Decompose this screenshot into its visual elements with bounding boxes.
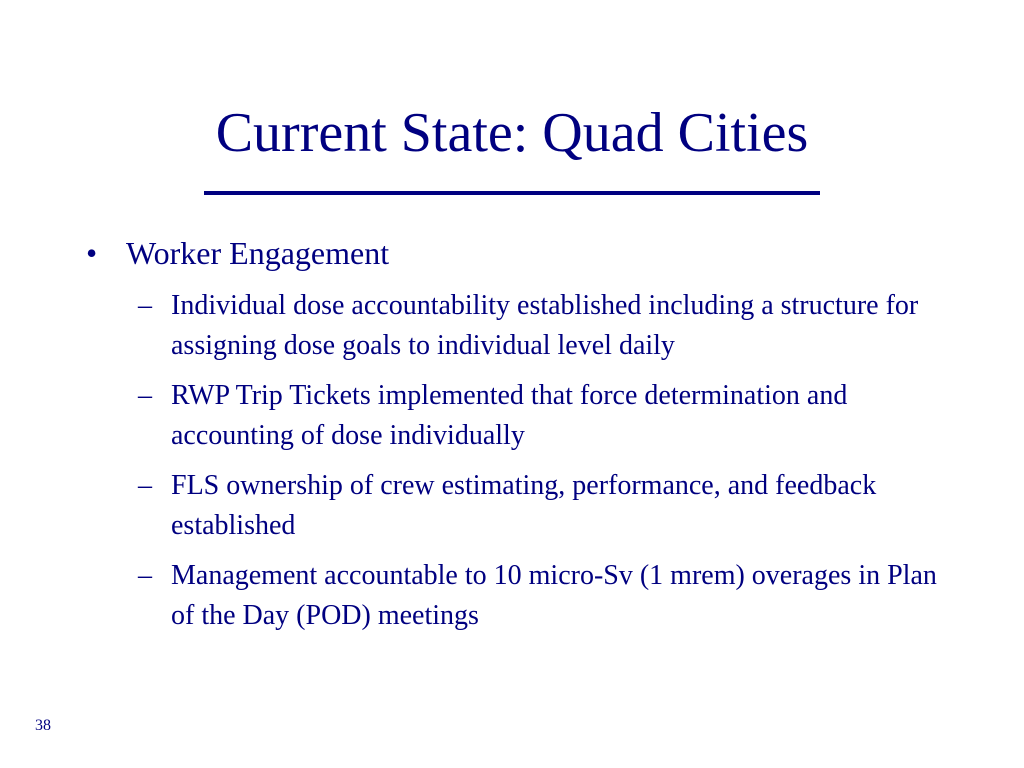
bullet-marker: • — [86, 235, 98, 271]
sub-bullet-text: Individual dose accountability established including a structure for assigning dose goals to individual level daily — [171, 290, 919, 361]
slide-title: Current State: Quad Cities — [215, 102, 809, 164]
sub-bullet-item — [138, 556, 958, 636]
dash-marker: – — [138, 290, 152, 321]
dash-marker: – — [138, 380, 152, 411]
sub-bullet-text: RWP Trip Tickets implemented that force determination and accounting of dose individually — [171, 380, 848, 451]
sub-bullet-list — [138, 286, 958, 646]
sub-bullet-item — [138, 376, 958, 456]
page-number: 38 — [35, 717, 51, 734]
sub-bullet-text: Management accountable to 10 micro-Sv (1 mrem) overages in Plan of the Day (POD) meetings — [171, 560, 937, 631]
dash-marker: – — [138, 560, 152, 591]
title-underline — [204, 191, 820, 195]
dash-marker: – — [138, 470, 152, 501]
sub-bullet-item — [138, 286, 958, 366]
sub-bullet-text: FLS ownership of crew estimating, performance, and feedback established — [171, 470, 877, 541]
bullet-text: Worker Engagement — [126, 235, 390, 271]
sub-bullet-item — [138, 466, 958, 546]
